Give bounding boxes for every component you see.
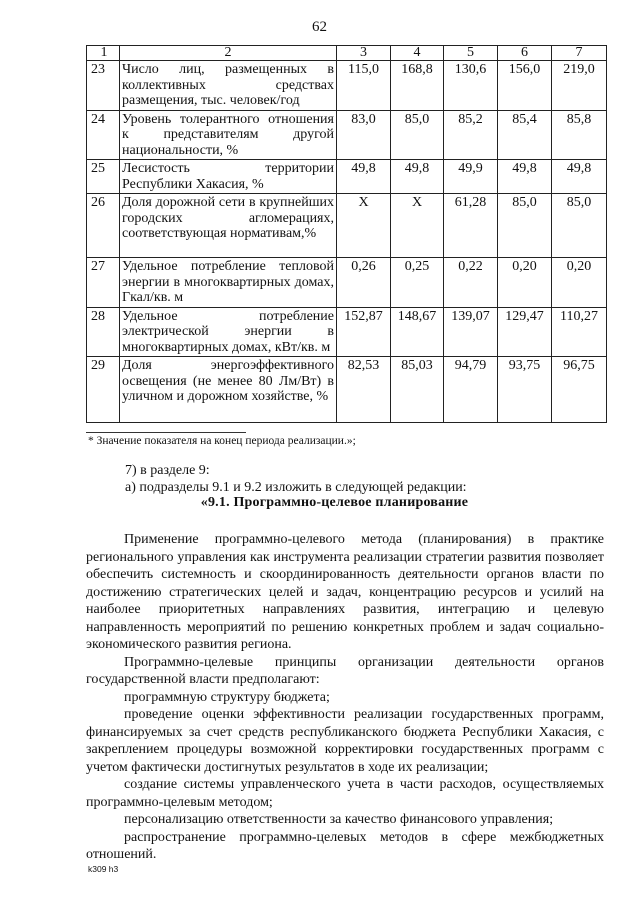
indicator-name: Число лиц, размещенных в коллективных средствах размещения, тыс. человек/год (120, 61, 337, 111)
indicator-name: Уровень толерантного отношения к представителям другой национальности, % (120, 110, 337, 160)
value-cell: Х (337, 194, 391, 258)
indicator-name: Лесистость территории Республики Хакасия, % (120, 160, 337, 194)
value-cell: 49,8 (552, 160, 607, 194)
value-cell: 94,79 (444, 357, 498, 423)
value-cell: 85,03 (391, 357, 444, 423)
paragraph: Применение программно-целевого метода (планирования) в практике регионального управления как инструмента реализации стратегии развития позволяет обеспечить системность и скоординированность деятельности органов власти по достижению стратегических целей и задач, концентрацию ресурсов и усилий на наиболее приоритетных направлениях развития, интеграцию и целевую направленность мероприятий по решению конкретных проблем и задач социально-экономического развития региона. (86, 532, 604, 652)
indicator-name: Удельное потребление тепловой энергии в многоквартирных домах, Гкал/кв. м (120, 258, 337, 308)
value-cell: 219,0 (552, 61, 607, 111)
value-cell: 49,8 (391, 160, 444, 194)
value-cell: 82,53 (337, 357, 391, 423)
list-item: распространение программно-целевых методов в сфере межбюджетных отношений. (86, 829, 604, 862)
header-cell: 7 (552, 46, 607, 61)
row-number: 24 (87, 110, 120, 160)
value-cell: 85,8 (552, 110, 607, 160)
value-cell: 110,27 (552, 307, 607, 357)
header-cell: 1 (87, 46, 120, 61)
value-cell: 49,8 (337, 160, 391, 194)
value-cell: 148,67 (391, 307, 444, 357)
header-cell: 5 (444, 46, 498, 61)
header-cell: 6 (498, 46, 552, 61)
value-cell: 0,20 (498, 258, 552, 308)
value-cell: 85,2 (444, 110, 498, 160)
body-text (86, 531, 604, 864)
value-cell: 0,26 (337, 258, 391, 308)
value-cell: 139,07 (444, 307, 498, 357)
section-item-a: а) подразделы 9.1 и 9.2 изложить в следующей редакции: (125, 480, 467, 495)
value-cell: 0,22 (444, 258, 498, 308)
value-cell: 152,87 (337, 307, 391, 357)
value-cell: 85,0 (498, 194, 552, 258)
header-cell: 4 (391, 46, 444, 61)
value-cell: Х (391, 194, 444, 258)
indicator-name: Удельное потребление электрической энергии в многоквартирных домах, кВт/кв. м (120, 307, 337, 357)
table-row (87, 61, 607, 111)
table-header-row (87, 46, 607, 61)
value-cell: 156,0 (498, 61, 552, 111)
table-row (87, 307, 607, 357)
indicator-name: Доля энергоэффективного освещения (не менее 80 Лм/Вт) в уличном и дорожном хозяйстве, % (120, 357, 337, 423)
row-number: 25 (87, 160, 120, 194)
header-cell: 3 (337, 46, 391, 61)
page-number: 62 (312, 19, 327, 35)
row-number: 26 (87, 194, 120, 258)
value-cell: 93,75 (498, 357, 552, 423)
footnote-divider (86, 432, 246, 433)
table-row (87, 194, 607, 258)
value-cell: 115,0 (337, 61, 391, 111)
table-row (87, 110, 607, 160)
row-number: 28 (87, 307, 120, 357)
paragraph: Программно-целевые принципы организации деятельности органов государственной власти предполагают: (86, 654, 604, 687)
value-cell: 49,8 (498, 160, 552, 194)
row-number: 23 (87, 61, 120, 111)
document-code: k309 h3 (88, 864, 119, 874)
value-cell: 61,28 (444, 194, 498, 258)
value-cell: 83,0 (337, 110, 391, 160)
value-cell: 96,75 (552, 357, 607, 423)
indicators-table (86, 45, 607, 423)
section-heading: «9.1. Программно-целевое планирование (200, 495, 469, 510)
list-item: создание системы управленческого учета в части расходов, осуществляемых программно-целевым методом; (86, 777, 604, 810)
list-item: проведение оценки эффективности реализации государственных программ, финансируемых за счет средств республиканского бюджета Республики Хакасия, с закреплением процедуры возможной корректировки государственных программ с учетом фактически достигнутых результатов в ходе их реализации; (86, 707, 604, 775)
row-number: 27 (87, 258, 120, 308)
table-row (87, 258, 607, 308)
table-row (87, 357, 607, 423)
value-cell: 85,0 (552, 194, 607, 258)
section-item-7: 7) в разделе 9: (125, 463, 210, 478)
row-number: 29 (87, 357, 120, 423)
value-cell: 0,25 (391, 258, 444, 308)
value-cell: 168,8 (391, 61, 444, 111)
value-cell: 85,0 (391, 110, 444, 160)
footnote: * Значение показателя на конец периода реализации.»; (88, 435, 356, 447)
table-row (87, 160, 607, 194)
value-cell: 0,20 (552, 258, 607, 308)
value-cell: 85,4 (498, 110, 552, 160)
indicator-name: Доля дорожной сети в крупнейших городских агломерациях, соответствующая нормативам,% (120, 194, 337, 258)
list-item: программную структуру бюджета; (124, 689, 330, 705)
header-cell: 2 (120, 46, 337, 61)
value-cell: 130,6 (444, 61, 498, 111)
value-cell: 49,9 (444, 160, 498, 194)
list-item: персонализацию ответственности за качество финансового управления; (124, 812, 554, 827)
value-cell: 129,47 (498, 307, 552, 357)
